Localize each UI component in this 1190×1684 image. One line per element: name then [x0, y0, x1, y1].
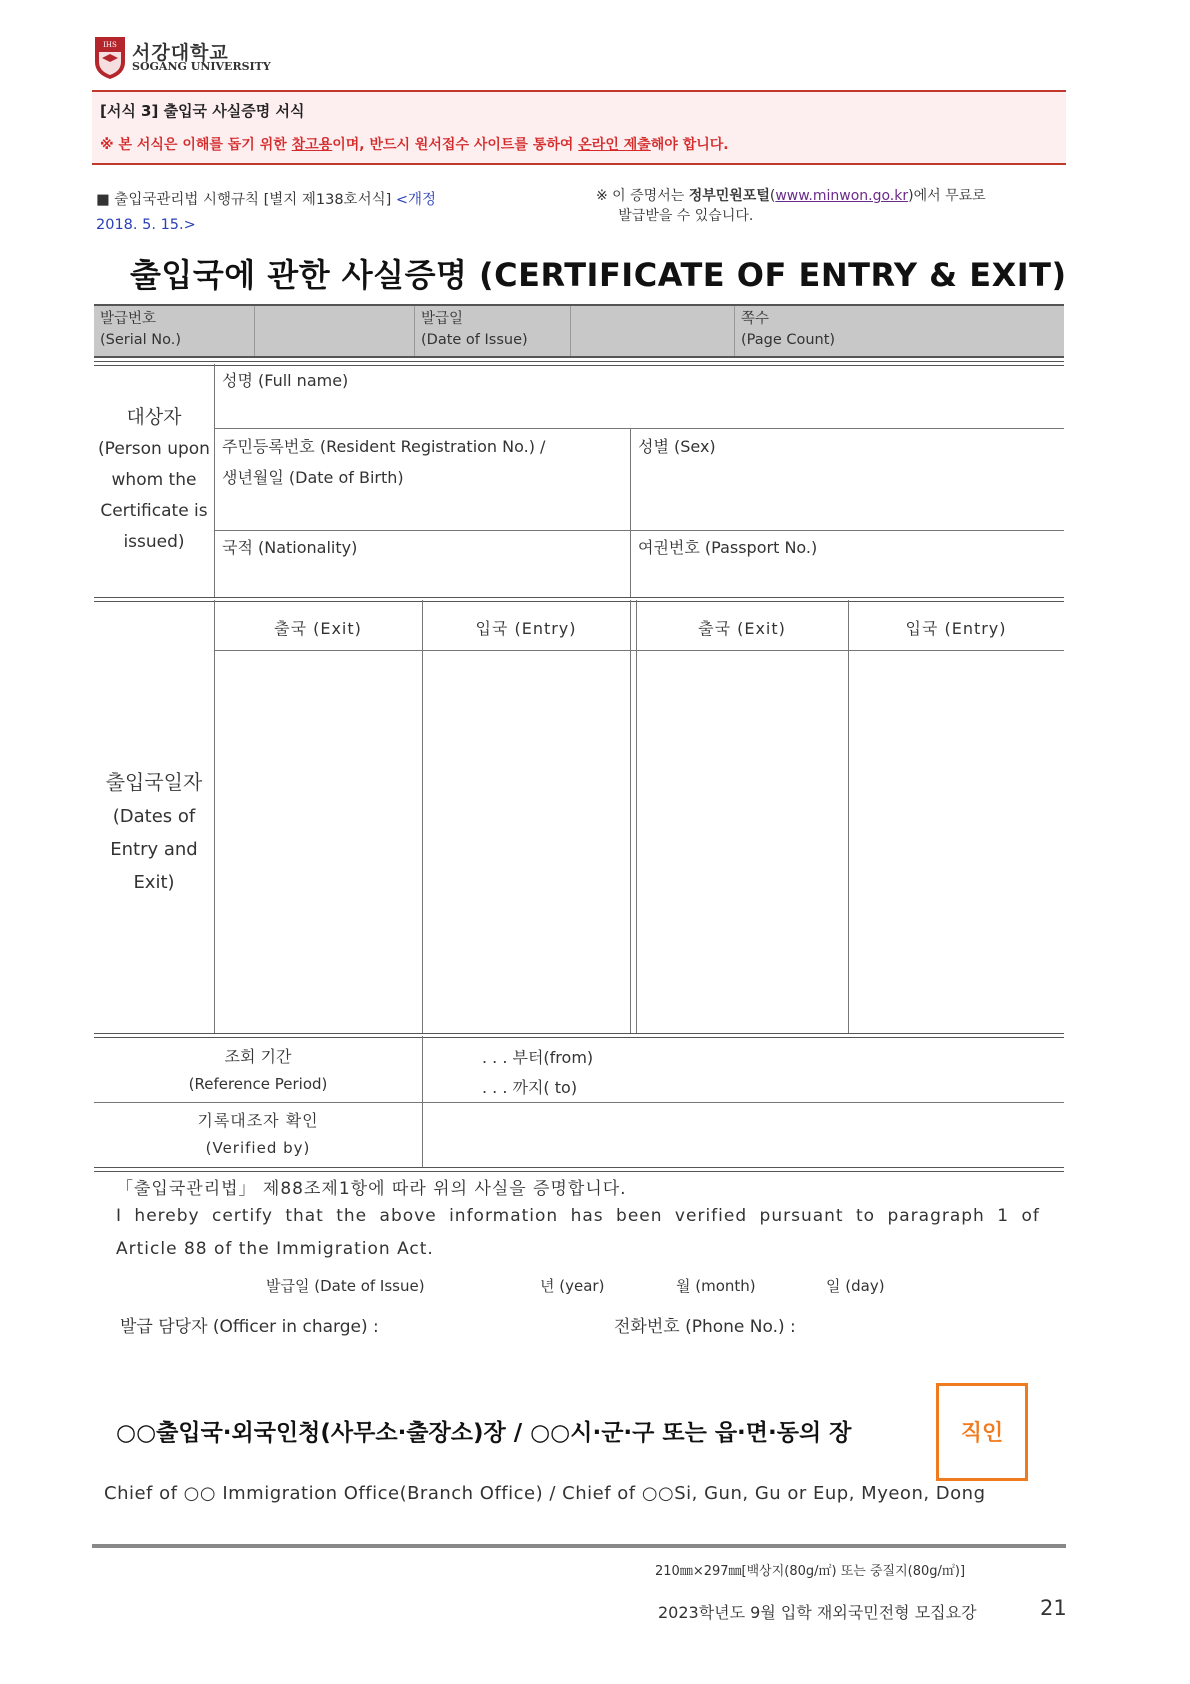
serial-no-label: 발급번호 (Serial No.) [100, 311, 182, 348]
official-seal-text: 직인 [960, 1421, 1004, 1446]
rrn-label: 주민등록번호 (Resident Registration No.) / [222, 437, 546, 456]
reference-period-label-ko: 조회 기간 [224, 1047, 292, 1066]
subject-person-label: 대상자 (Person upon whom the Certificate is issued) [98, 406, 210, 552]
issue-date-sign-label: 발급일 (Date of Issue) [266, 1277, 425, 1295]
issuing-authority-en: Chief of ○○ Immigration Office(Branch Office) / Chief of ○○Si, Gun, Gu or Eup, Myeon, Dong [104, 1483, 986, 1504]
certificate-title: 출입국에 관한 사실증명 (CERTIFICATE OF ENTRY & EXIT) [130, 256, 1067, 294]
footer-divider [92, 1544, 1066, 1548]
phone-no-label: 전화번호 (Phone No.) : [614, 1317, 796, 1337]
paper-spec: 210㎜×297㎜[백상지(80g/㎡) 또는 중질지(80g/㎡)] [655, 1564, 966, 1579]
year-label: 년 (year) [540, 1277, 605, 1295]
guidebook-footer: 2023학년도 9월 입학 재외국민전형 모집요강 [658, 1603, 977, 1622]
page-count-label: 쪽수 (Page Count) [741, 311, 836, 348]
certify-statement-en-1: I hereby certify that the above information has been verified pursuant to paragraph 1 of [116, 1206, 1040, 1226]
entry-header-2: 입국 (Entry) [905, 619, 1007, 638]
minwon-link[interactable]: www.minwon.go.kr [775, 188, 909, 204]
page-number: 21 [1040, 1596, 1067, 1620]
logo-korean-name: 서강대학교 [132, 42, 229, 64]
university-logo [94, 36, 126, 80]
exit-header-2: 출국 (Exit) [698, 619, 786, 638]
certify-statement-ko: 「출입국관리법」 제88조제1항에 따라 위의 사실을 증명합니다. [116, 1179, 627, 1199]
month-label: 월 (month) [676, 1277, 756, 1295]
form-regulation-ref: ■ 출입국관리법 시행규칙 [별지 제138호서식] <개정 [96, 192, 437, 208]
reference-only-warning: ※ 본 서식은 이해를 돕기 위한 참고용이며, 반드시 원서접수 사이트를 통하여 온라인 제출해야 합니다. [100, 137, 729, 153]
certify-statement-en-2: Article 88 of the Immigration Act. [116, 1239, 434, 1259]
issue-date-field[interactable] [570, 306, 735, 356]
logo-english-name: SOGANG UNIVERSITY [132, 60, 271, 73]
reference-from: . . . 부터(from) [482, 1048, 594, 1067]
issuing-authority-line: ○○출입국·외국인청(사무소·출장소)장 / ○○시·군·구 또는 읍·면·동의 장 [116, 1420, 852, 1446]
sex-label: 성별 (Sex) [638, 437, 716, 456]
full-name-label: 성명 (Full name) [222, 371, 349, 390]
passport-label: 여권번호 (Passport No.) [638, 538, 818, 557]
official-seal-box [936, 1383, 1028, 1481]
verified-by-label-en: (Verified by) [205, 1139, 311, 1157]
entry-exit-dates-label: 출입국일자 (Dates of Entry and Exit) [105, 770, 203, 893]
day-label: 일 (day) [826, 1277, 885, 1295]
entry-header-1: 입국 (Entry) [475, 619, 577, 638]
logo-badge: IHS [103, 41, 117, 49]
form-number-title: [서식 3] 출입국 사실증명 서식 [100, 102, 305, 120]
verified-by-label-ko: 기록대조자 확인 [197, 1111, 319, 1130]
free-issue-note: ※ 이 증명서는 정부민원포털(www.minwon.go.kr)에서 무료로 발급받을 수 있습니다. [596, 188, 986, 224]
issue-info-row [94, 304, 1064, 358]
reference-to: . . . 까지( to) [482, 1078, 578, 1097]
amendment-date: 2018. 5. 15.> [96, 217, 196, 233]
issue-date-label: 발급일 (Date of Issue) [421, 311, 528, 348]
serial-no-field[interactable] [254, 306, 415, 356]
reference-period-label-en: (Reference Period) [188, 1075, 328, 1093]
officer-in-charge-label: 발급 담당자 (Officer in charge) : [120, 1317, 379, 1337]
birth-date-label: 생년월일 (Date of Birth) [222, 468, 404, 487]
exit-header-1: 출국 (Exit) [274, 619, 362, 638]
nationality-label: 국적 (Nationality) [222, 538, 358, 557]
notice-box [92, 90, 1066, 165]
